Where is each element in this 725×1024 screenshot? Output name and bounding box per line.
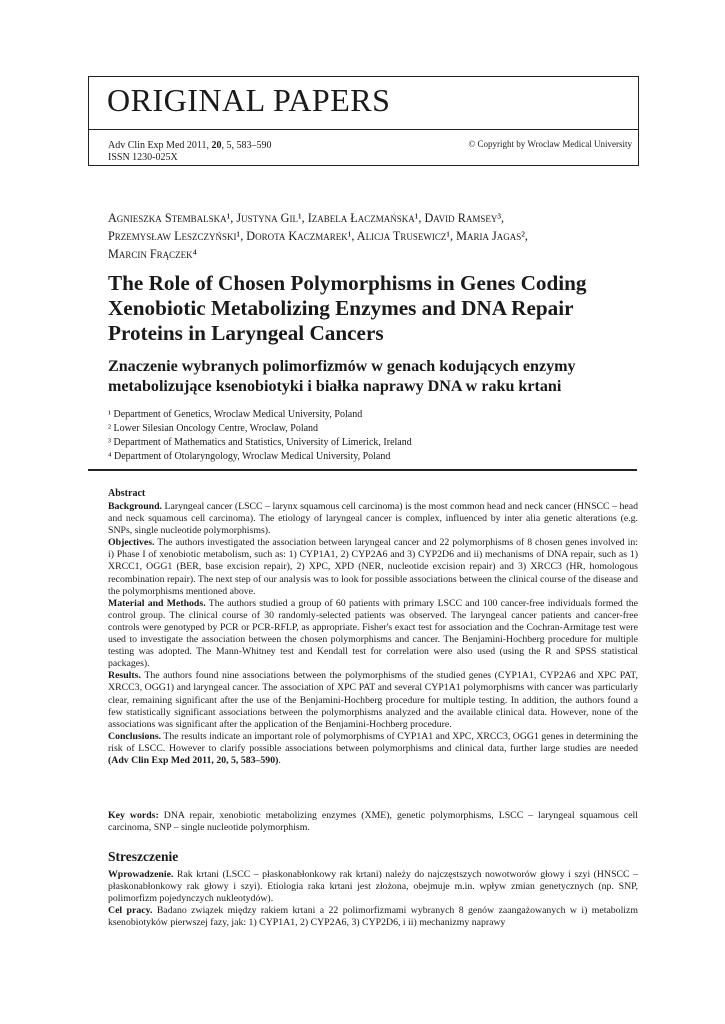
conclusions-ref: (Adv Clin Exp Med 2011, 20, 5, 583–590) — [108, 754, 279, 766]
authors-line: Marcin Frączek⁴ — [108, 247, 197, 261]
aim-label: Cel pracy. — [108, 905, 153, 917]
intro-text: Rak krtani (LSCC – płaskonabłonkowy rak krtani) należy do najczęstszych nowotworów głowy i szyi (HNSCC – płaskonabłonkowy rak głowy i szyi). Etiologia raka krtani jest złożona, obejmuje m.in. wpływ zmian genetycznych (np. SNP, polimorfizm pojedynczych nukleotydów). — [108, 869, 638, 905]
abstract-heading: Abstract — [108, 488, 146, 499]
affiliation: ⁴ Department of Otolaryngology, Wroclaw Medical University, Poland — [108, 451, 391, 462]
paper-title: The Role of Chosen Polymorphisms in Genes Coding Xenobiotic Metabolizing Enzymes and DNA Repair Proteins in Laryngeal Cancers — [108, 271, 587, 345]
abstract-body: Background. Laryngeal cancer (LSCC – larynx squamous cell carcinoma) is the most common head and neck cancer (HNSCC – head and neck squamous cell carcinoma). The etiology of laryngeal cancer is complex, influenced by inter alia genetic alterations (e.g. SNPs, single nucleotide polymorphisms). Objectives. The authors investigated the association between laryngeal cancer and 22 polymorphisms of 8 chosen genes involved in: i) Phase I of xenobiotic metabolism, such as: 1) CYP1A1, 2) CYP2A6 and 3) CYP2D6 and ii) mechanisms of DNA repair, such as 1) XRCC1, OGG1 (BER, base excision repair), 2) XPC, XPD (NER, nucleotide excision repair) and 3) XRCC3 (HR, homologous recombination repair). The next step of our analysis was to look for possible associations between the clinical course of the disease and the polymorphisms mentioned above. Material and Methods. The authors studied a group of 60 patients with primary LSCC and 100 cancer-free individuals formed the control group. The clinical course of 30 randomly-selected patients was observed. The laryngeal cancer patients and cancer-free controls were genotyped by PCR or PCR-RFLP, as appropriate. Fisher's exact test for association and the Cochran-Armitage test were used to investigate the association between the chosen polymorphisms and cancer. The Benjamini-Hochberg procedure for multiple testing was adopted. The Mann-Whitney test and Kendall test for correlation were also used (using the R and SPSS statistical packages). Results. The authors found nine associations between the polymorphisms of the studied genes (CYP1A1, CYP2A6 and XPC PAT, XRCC3, OGG1) and laryngeal cancer. The association of XPC PAT and several CYP1A1 polymorphisms with cancer was particularly clear, remaining significant after the use of the Benjamini-Hochberg procedure for multiple testing. In addition, the authors found a few statistically significant associations between the polymorphisms analyzed and the available clinical data. However, none of the associations was significant after the application of the Benjamini-Hochberg procedure. Conclusions. The results indicate an important role of polymorphisms of CYP1A1 and XPC, XRCC3, OGG1 genes in determining the risk of LSCC. However to clarify possible associations between polymorphisms and clinical data, further large studies are needed (Adv Clin Exp Med 2011, 20, 5, 583–590). — [108, 501, 639, 766]
conclusions-label: Conclusions. — [108, 730, 162, 742]
methods-text: The authors studied a group of 60 patients with primary LSCC and 100 cancer-free individuals formed the control group. The clinical course of 30 randomly-selected patients was observed. The laryngeal cancer patients and cancer-free controls were genotyped by PCR or PCR-RFLP, as appropriate. Fisher's exact test for association and the Cochran-Armitage test were used to investigate the association between the chosen polymorphisms and cancer. The Benjamini-Hochberg procedure for multiple testing was adopted. The Mann-Whitney test and Kendall test for correlation were also used (using the R and SPSS statistical packages). — [108, 597, 638, 670]
section-title: ORIGINAL PAPERS — [107, 82, 391, 118]
authors-line: Agnieszka Stembalska¹, Justyna Gil¹, Izabela Łaczmańska¹, David Ramsey³, — [108, 211, 505, 225]
copyright: © Copyright by Wroclaw Medical University — [468, 139, 632, 149]
objectives-label: Objectives. — [108, 537, 155, 549]
aim-text: Badano związek między rakiem krtani a 22 polimorfizmami wybranych 8 genów zaangażowanych w i) metabolizm ksenobiotyków pierwszej fazy, jak: 1) CYP1A1, 2) CYP2A6, 3) CYP2D6, i ii) mechanizmy naprawy — [108, 905, 638, 929]
affiliation: ³ Department of Mathematics and Statistics, University of Limerick, Ireland — [108, 437, 412, 448]
affiliations — [108, 408, 412, 464]
affiliation: ² Lower Silesian Oncology Centre, Wrocław, Poland — [108, 423, 319, 434]
conclusions-text: The results indicate an important role of polymorphisms of CYP1A1 and XPC, XRCC3, OGG1 genes in determining the risk of LSCC. However to clarify possible associations between polymorphisms and clinical data, further large studies are needed — [108, 730, 638, 754]
results-label: Results. — [108, 670, 141, 682]
authors-line: Przemysław Leszczyński¹, Dorota Kaczmarek¹, Alicja Trusewicz¹, Maria Jagas², — [108, 229, 528, 243]
citation-issn: ISSN 1230-025X — [108, 152, 178, 163]
affiliation: ¹ Department of Genetics, Wroclaw Medical University, Poland — [108, 409, 363, 420]
citation — [108, 140, 272, 164]
author-list — [108, 209, 628, 263]
streszczenie-body — [108, 869, 638, 929]
divider — [88, 469, 637, 471]
background-label: Background. — [108, 501, 162, 512]
methods-label: Material and Methods. — [108, 597, 206, 609]
intro-label: Wprowadzenie. — [108, 869, 174, 880]
objectives-text: The authors investigated the association between laryngeal cancer and 22 polymorphisms of 8 chosen genes involved in: i) Phase I of xenobiotic metabolism, such as: 1) CYP1A1, 2) CYP2A6 and 3) CYP2D6 and ii) mechanisms of DNA repair, such as 1) XRCC1, OGG1 (BER, base excision repair), 2) XPC, XPD (NER, nucleotide excision repair) and 3) XRCC3 (HR, homologous recombination repair). The next step of our analysis was to look for possible associations between the clinical course of the disease and the polymorphisms mentioned above. — [108, 537, 638, 597]
streszczenie-heading: Streszczenie — [108, 849, 179, 864]
citation-journal: Adv Clin Exp Med 2011, 20, 5, 583–590 — [108, 140, 272, 151]
keywords-text: DNA repair, xenobiotic metabolizing enzymes (XME), genetic polymorphisms, LSCC – laryngeal squamous cell carcinoma, SNP – single nucleotide polymorphism. — [108, 810, 638, 834]
results-text: The authors found nine associations between the polymorphisms of the studied genes (CYP1A1, CYP2A6 and XPC PAT, XRCC3, OGG1) and laryngeal cancer. The association of XPC PAT and several CYP1A1 polymorphisms with cancer was particularly clear, remaining significant after the use of the Benjamini-Hochberg procedure for multiple testing. In addition, the authors found a few statistically significant associations between the polymorphisms analyzed and the available clinical data. However, none of the associations was significant after the application of the Benjamini-Hochberg procedure. — [108, 670, 638, 730]
keywords — [108, 810, 638, 834]
background-text: Laryngeal cancer (LSCC – larynx squamous cell carcinoma) is the most common head and neck cancer (HNSCC – head and neck squamous cell carcinoma). The etiology of laryngeal cancer is complex, influenced by inter alia genetic alterations (e.g. SNPs, single nucleotide polymorphisms). — [108, 501, 639, 537]
keywords-label: Key words: — [108, 810, 159, 821]
paper-subtitle-polish: Znaczenie wybranych polimorfizmów w genach kodujących enzymy metabolizujące ksenobiotyki i białka naprawy DNA w raku krtani — [108, 358, 576, 395]
